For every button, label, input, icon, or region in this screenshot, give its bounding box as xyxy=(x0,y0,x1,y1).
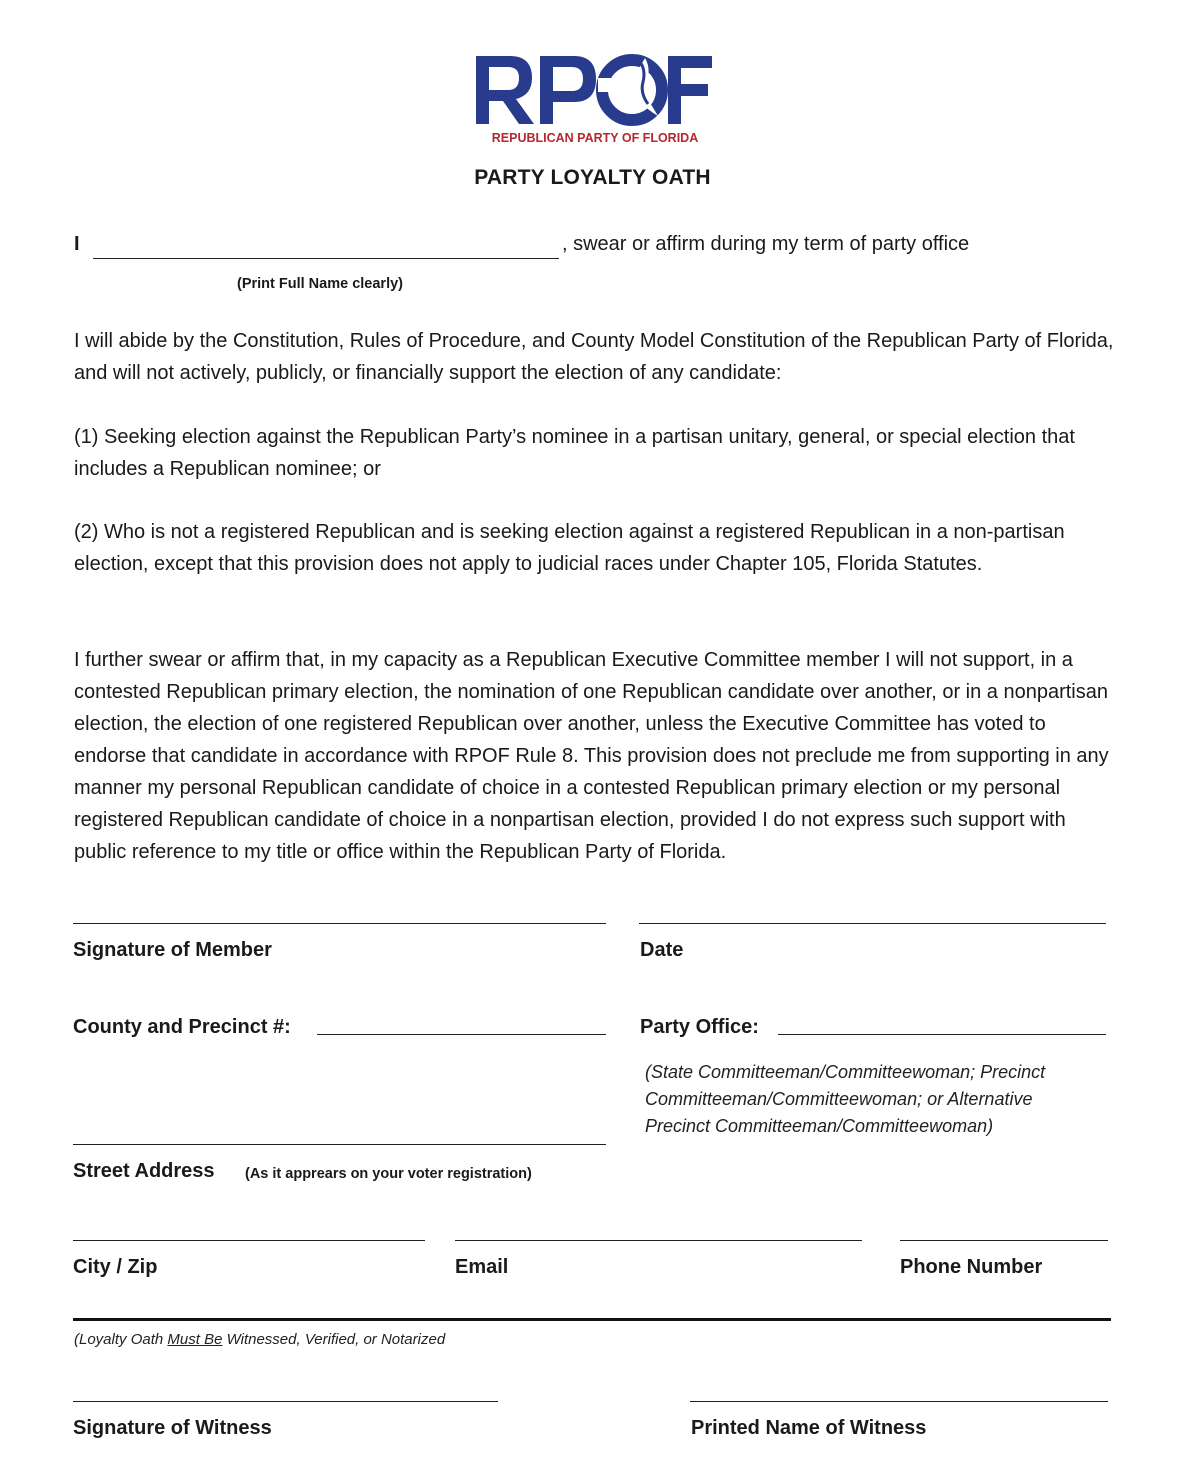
city-zip-line[interactable] xyxy=(73,1240,425,1241)
intro-suffix: , swear or affirm during my term of party office xyxy=(562,233,970,255)
date-label: Date xyxy=(640,939,684,961)
street-address-line[interactable] xyxy=(73,1144,606,1145)
oath-paragraph-3: (2) Who is not a registered Republican and is seeking election against a registered Republican in a non-partisan election, except that this provision does not apply to judicial races under Chapter 105, Florida Statutes. xyxy=(74,521,1065,575)
party-office-note: (State Committeeman/Committeewoman; Precinct Committeeman/Committeewoman; or Alternative Precinct Committeeman/Committeewoman) xyxy=(645,1062,1046,1136)
rpof-logo-graphic xyxy=(470,48,720,148)
member-signature-line[interactable] xyxy=(73,923,606,924)
county-precinct-line[interactable] xyxy=(317,1034,606,1035)
witness-printed-name-line[interactable] xyxy=(690,1401,1108,1402)
party-office-label: Party Office: xyxy=(640,1016,759,1038)
oath-paragraph-1: I will abide by the Constitution, Rules of Procedure, and County Model Constitution of the Republican Party of Florida, and will not actively, publicly, or financially support the election of any candidate: xyxy=(74,330,1114,384)
party-office-line[interactable] xyxy=(778,1034,1106,1035)
oath-paragraph-2: (1) Seeking election against the Republican Party’s nominee in a partisan unitary, general, or special election that includes a Republican nominee; or xyxy=(74,426,1075,480)
signature-member-label: Signature of Member xyxy=(73,939,272,961)
date-line[interactable] xyxy=(639,923,1106,924)
street-address-note: (As it apprears on your voter registration) xyxy=(245,1166,532,1182)
rpof-logo xyxy=(470,48,720,148)
logo-tagline: REPUBLICAN PARTY OF FLORIDA xyxy=(491,131,699,145)
oath-paragraph-4: I further swear or affirm that, in my capacity as a Republican Executive Committee member I will not support, in a contested Republican primary election, the nomination of one Republican candidate over another, or in a nonpartisan election, the election of one registered Republican over another, unless the Executive Committee has voted to endorse that candidate in accordance with RPOF Rule 8. This provision does not preclude me from supporting in any manner my personal Republican candidate of choice in a contested Republican primary election or my personal registered Republican candidate of choice in a nonpartisan election, provided I do not express such support with public reference to my title or office within the Republican Party of Florida. xyxy=(74,649,1109,863)
intro-prefix: I xyxy=(74,233,80,255)
email-line[interactable] xyxy=(455,1240,862,1241)
printed-name-witness-label: Printed Name of Witness xyxy=(691,1417,927,1439)
section-divider xyxy=(73,1318,1111,1321)
witness-note: (Loyalty Oath Must Be Witnessed, Verified, or Notarized xyxy=(74,1331,446,1348)
full-name-caption: (Print Full Name clearly) xyxy=(237,276,403,292)
page-title: PARTY LOYALTY OATH xyxy=(474,166,711,189)
street-address-label: Street Address xyxy=(73,1160,215,1182)
email-label: Email xyxy=(455,1256,509,1278)
signature-witness-label: Signature of Witness xyxy=(73,1417,272,1439)
full-name-line[interactable] xyxy=(93,258,559,259)
county-precinct-label: County and Precinct #: xyxy=(73,1016,291,1038)
witness-signature-line[interactable] xyxy=(73,1401,498,1402)
city-zip-label: City / Zip xyxy=(73,1256,158,1278)
phone-label: Phone Number xyxy=(900,1256,1043,1278)
phone-line[interactable] xyxy=(900,1240,1108,1241)
